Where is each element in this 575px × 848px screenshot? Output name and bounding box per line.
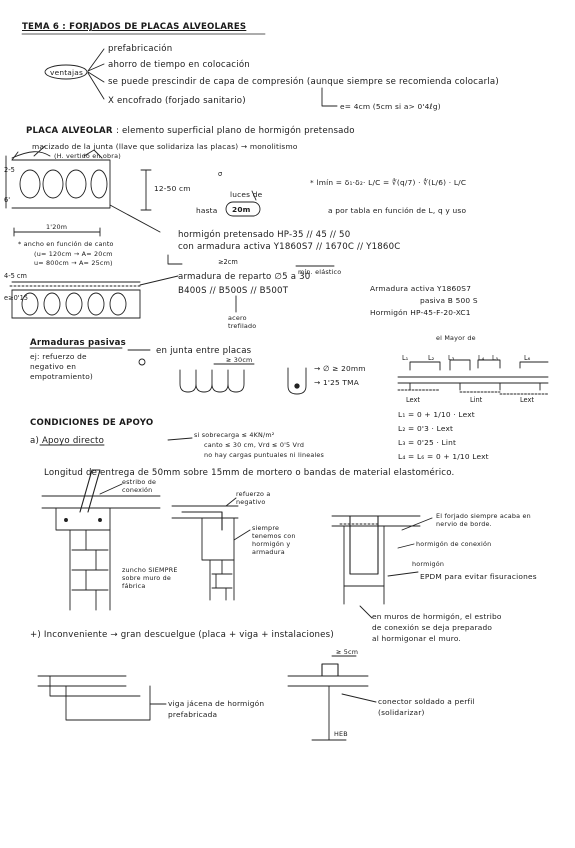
siempre-arrow bbox=[234, 530, 250, 540]
placa-joint-sketch bbox=[10, 282, 142, 318]
pasivas-zero bbox=[139, 359, 145, 365]
dim-5cm: ≥ 5cm bbox=[336, 648, 359, 656]
u-dot bbox=[295, 384, 299, 388]
hormigon-lbl: hormigón bbox=[412, 560, 445, 568]
muros-1: en muros de hormigón, el estribo bbox=[372, 612, 502, 621]
ventaja-condition: e= 4cm (5cm si a> 0'4ℓg) bbox=[340, 102, 441, 111]
placa-lead-arrow bbox=[110, 205, 160, 232]
pasivas-note: ej: refuerzo de negativo en empotramiento) bbox=[30, 352, 94, 381]
zuncho-label: zuncho SIEMPRE sobre muro de fábrica bbox=[122, 566, 178, 590]
detail-viga bbox=[38, 676, 150, 720]
siempre-label: siempre tenemos con hormigón y armadura bbox=[252, 524, 296, 556]
right-pasiva: pasiva B 500 S bbox=[420, 296, 478, 305]
apoyo-directo: a) Apoyo directo bbox=[30, 436, 105, 446]
epdm-arrow bbox=[388, 572, 418, 576]
ancho-2: u= 800cm → A= 25cm) bbox=[34, 259, 113, 267]
hasta-label: hasta bbox=[196, 206, 218, 215]
lmin-note: a por tabla en función de L, q y uso bbox=[328, 206, 467, 215]
ventajas-label: ventajas bbox=[50, 68, 84, 77]
macizado-note: (H. vertido en obra) bbox=[54, 152, 121, 160]
pasivas-heading: Armaduras pasivas bbox=[30, 338, 126, 348]
formula-L1: L₁ = 0 + 1/10 · Lext bbox=[398, 410, 475, 419]
ventaja-1: prefabricación bbox=[108, 44, 173, 54]
luces-label: luces de bbox=[230, 190, 263, 199]
ventaja-3: se puede prescindir de capa de compresión (aunque siempre se recomienda colocarla) bbox=[108, 77, 499, 87]
condiciones-heading: CONDICIONES DE APOYO bbox=[30, 418, 154, 428]
height-dim bbox=[141, 170, 151, 210]
viga-label: viga jácena de hormigón prefabricada bbox=[168, 699, 265, 719]
ventajas-condition-arrow bbox=[322, 88, 337, 106]
inconveniente: +) Inconveniente → gran descuelgue (placa + viga + instalaciones) bbox=[30, 630, 334, 640]
lmin-formula: * lmín = δ₁·δ₂· L/C = ∜(q/7) · ∜(L/6) · L/C bbox=[310, 178, 467, 187]
pasivas-dim30: ≥ 30cm bbox=[226, 356, 253, 364]
right-hormigon: Hormigón HP-45-F-20-XC1 bbox=[370, 308, 471, 317]
acero-tipos: B400S // B500S // B500T bbox=[178, 286, 289, 296]
detail-refuerzo bbox=[172, 506, 238, 600]
hormigon-conexion: hormigón de conexión bbox=[416, 540, 492, 548]
beam-span-1: Lext bbox=[406, 396, 420, 404]
macizado-text: macizado de la junta (llave que solidariza las placas) → monolitismo bbox=[32, 142, 298, 151]
placa-height: 12-50 cm bbox=[154, 184, 191, 193]
ventaja-2: ahorro de tiempo en colocación bbox=[108, 60, 250, 70]
heb-label: HEB bbox=[334, 730, 348, 738]
coil-sketch bbox=[180, 370, 244, 392]
reparto-arrow bbox=[140, 276, 178, 285]
canto: canto ≤ 30 cm, Vrd ≤ 0'5 Vrd bbox=[204, 441, 305, 449]
pasivas-phi: → ∅ ≥ 20mm bbox=[314, 364, 366, 373]
beam-span-2: Lint bbox=[470, 396, 483, 404]
hasta-value: 20m bbox=[232, 205, 251, 214]
formula-L4: L₄ = L₆ = 0 + 1/10 Lext bbox=[398, 452, 489, 461]
sym-mid: 6' bbox=[4, 196, 11, 204]
placa-heading: PLACA ALVEOLAR bbox=[26, 126, 113, 136]
muros-arrow bbox=[360, 606, 372, 618]
nervio-arrow bbox=[402, 518, 432, 530]
beam-L1: L₁ bbox=[402, 354, 409, 362]
conector-label: conector soldado a perfil (solidarizar) bbox=[378, 697, 475, 717]
detail-nervio bbox=[332, 516, 420, 604]
forjado-siempre: El forjado siempre acaba en nervio de borde. bbox=[436, 512, 531, 528]
beam-L2: L₂ bbox=[428, 354, 435, 362]
beam-span-3: Lext bbox=[520, 396, 534, 404]
placa-definition: : elemento superficial plano de hormigón pretensado bbox=[116, 126, 355, 136]
h-label-bot: e≥0'15 bbox=[4, 294, 28, 302]
placa-width: 1'20m bbox=[46, 223, 68, 231]
armadura-reparto: armadura de reparto ∅5 a 30 bbox=[178, 272, 311, 282]
detail-heb bbox=[288, 664, 368, 740]
mod-elastico: mín. elástico bbox=[298, 268, 342, 276]
mayor-de: el Mayor de bbox=[436, 334, 476, 342]
estribo-arrow bbox=[100, 484, 122, 494]
u-sketch bbox=[288, 368, 306, 394]
sym-left: 2-5 bbox=[4, 166, 15, 174]
no-hay: no hay cargas puntuales ni lineales bbox=[204, 451, 325, 459]
beam-diagram bbox=[398, 360, 548, 394]
sym-top: σ bbox=[218, 170, 223, 178]
conector-arrow bbox=[342, 694, 376, 702]
conexion-arrow bbox=[398, 544, 414, 548]
beam-L6: L₆ bbox=[524, 354, 531, 362]
page-title: TEMA 6 : FORJADOS DE PLACAS ALVEOLARES bbox=[22, 22, 247, 32]
h-label-top: 4-5 cm bbox=[4, 272, 27, 280]
armadura-activa: con armadura activa Y1860S7 // 1670C // Y1860C bbox=[178, 242, 401, 252]
epdm-label: EPDM para evitar fisuraciones bbox=[420, 572, 537, 581]
beam-L5: L₅ bbox=[492, 354, 499, 362]
muros-3: al hormigonar el muro. bbox=[372, 634, 461, 643]
beam-L3: L₃ bbox=[448, 354, 455, 362]
estribo-label: estribo de conexión bbox=[122, 478, 157, 494]
pasivas-tma: → 1'25 TMA bbox=[314, 378, 359, 387]
muros-2: de conexión se deja preparado bbox=[372, 623, 493, 632]
hormigon-pretensado: hormigón pretensado HP-35 // 45 // 50 bbox=[178, 230, 351, 240]
refuerzo-label: refuerzo a negativo bbox=[236, 490, 271, 506]
pasivas-junta: en junta entre placas bbox=[156, 346, 252, 356]
dim-2cm: ≥2cm bbox=[218, 258, 238, 266]
apoyo-arrow bbox=[168, 438, 192, 440]
acero-trefilado: acero trefilado bbox=[228, 314, 257, 330]
right-armadura-activa: Armadura activa Y1860S7 bbox=[370, 284, 472, 293]
beam-L4: L₄ bbox=[478, 354, 485, 362]
hp-arrow bbox=[168, 255, 182, 264]
longitud-entrega: Longitud de entrega de 50mm sobre 15mm de mortero o bandas de material elastomérico. bbox=[44, 468, 455, 478]
formula-L3: L₃ = 0'25 · Lint bbox=[398, 438, 457, 447]
ancho-title: * ancho en función de canto bbox=[18, 240, 114, 248]
ventaja-4: X encofrado (forjado sanitario) bbox=[108, 96, 246, 106]
ancho-1: (u= 120cm → A= 20cm bbox=[34, 250, 113, 258]
sobrecarga: si sobrecarga ≤ 4KN/m² bbox=[194, 431, 275, 439]
formula-L2: L₂ = 0'3 · Lext bbox=[398, 424, 454, 433]
ventajas-brace bbox=[88, 49, 104, 99]
refuerzo-arrow bbox=[226, 498, 236, 506]
